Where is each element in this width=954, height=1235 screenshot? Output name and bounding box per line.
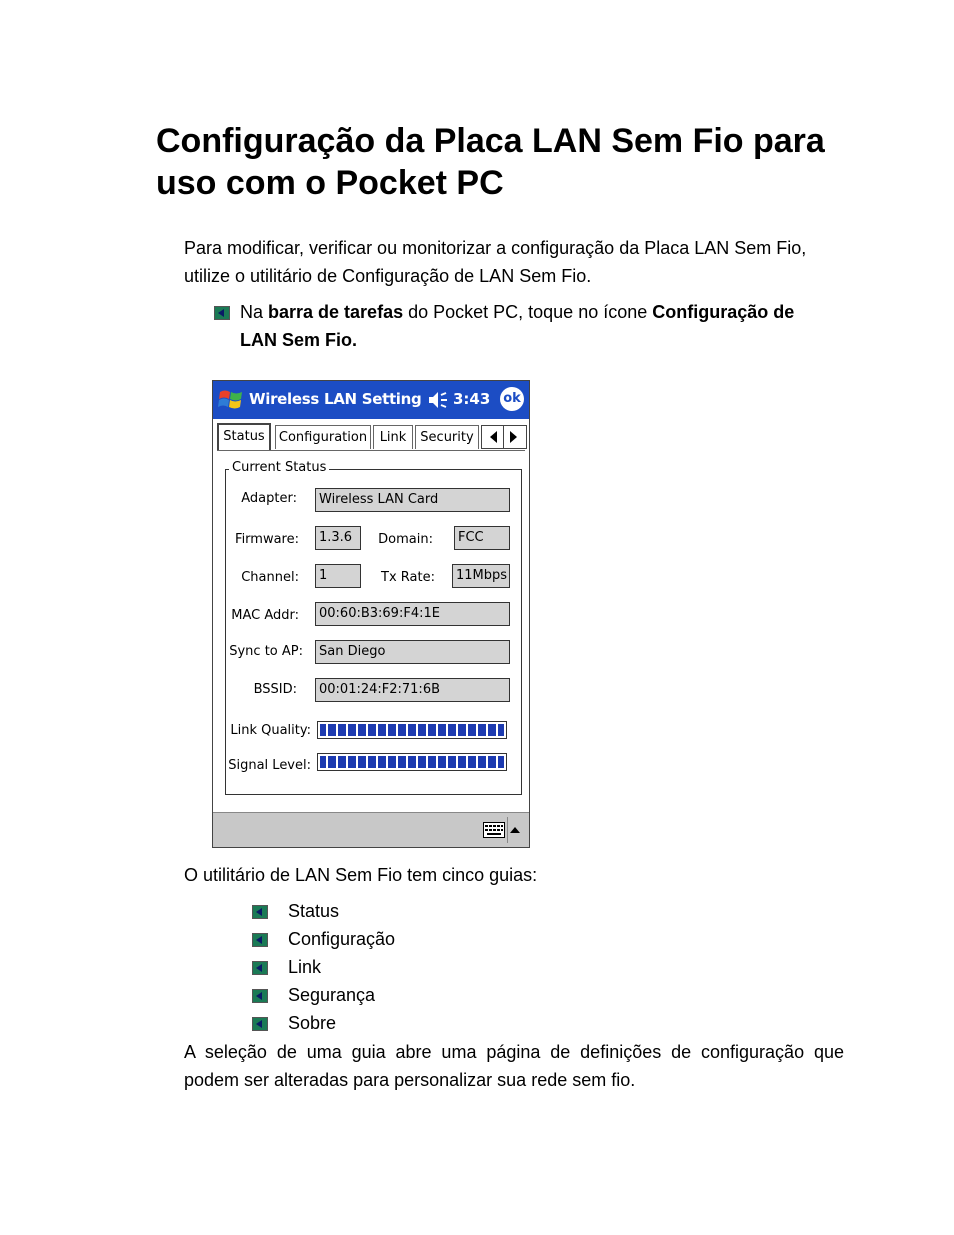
- mac-field: 00:60:B3:69:F4:1E: [315, 602, 510, 626]
- firmware-field: 1.3.6: [315, 526, 361, 550]
- step-bold-taskbar: barra de tarefas: [268, 302, 404, 322]
- channel-label: Channel:: [241, 570, 299, 585]
- adapter-label: Adapter:: [241, 491, 297, 506]
- sip-arrow-icon[interactable]: [510, 827, 520, 833]
- sync-field: San Diego: [315, 640, 510, 664]
- app-title: Wireless LAN Setting: [249, 390, 422, 408]
- keyboard-icon[interactable]: [483, 822, 505, 838]
- sync-label: Sync to AP:: [229, 644, 303, 659]
- tabs-intro: O utilitário de LAN Sem Fio tem cinco guias:: [184, 865, 538, 885]
- tab-security[interactable]: Security: [415, 425, 479, 449]
- page-title: Configuração da Placa LAN Sem Fio para uso com o Pocket PC: [156, 122, 825, 202]
- bullet-icon: [252, 989, 268, 1003]
- ok-button[interactable]: ok: [500, 387, 524, 411]
- tx-rate-label: Tx Rate:: [381, 570, 435, 585]
- clock[interactable]: 3:43: [453, 390, 491, 408]
- speaker-icon[interactable]: [427, 390, 449, 410]
- tx-rate-field: 11Mbps: [452, 564, 510, 588]
- channel-field: 1: [315, 564, 361, 588]
- bssid-field: 00:01:24:F2:71:6B: [315, 678, 510, 702]
- title-bar: [213, 381, 529, 419]
- bssid-label: BSSID:: [253, 682, 297, 697]
- signal-level-label: Signal Level:: [228, 758, 311, 773]
- step-item: [214, 298, 834, 354]
- domain-label: Domain:: [378, 532, 433, 547]
- pocketpc-screen: [212, 380, 530, 848]
- arrow-right-icon[interactable]: [510, 431, 517, 443]
- bullet-icon: [252, 905, 268, 919]
- windows-start-icon[interactable]: [217, 386, 245, 414]
- tab-status[interactable]: Status: [217, 423, 271, 451]
- firmware-label: Firmware:: [235, 532, 299, 547]
- signal-level-bar: [317, 753, 507, 771]
- bullet-icon: [214, 306, 230, 320]
- current-status-group: [225, 469, 522, 795]
- mac-label: MAC Addr:: [231, 608, 299, 623]
- tab-link[interactable]: Link: [373, 425, 413, 449]
- tab-configuration[interactable]: Configuration: [275, 425, 371, 449]
- bullet-icon: [252, 1017, 268, 1031]
- intro-paragraph: Para modificar, verificar ou monitorizar a configuração da Placa LAN Sem Fio, utilize o utilitário de Configuração de LAN Sem Fio.: [184, 238, 807, 286]
- link-quality-label: Link Quality:: [230, 723, 311, 738]
- tab-scroll-arrows[interactable]: [481, 425, 527, 449]
- step-text: Na: [240, 302, 269, 322]
- step-text: do Pocket PC, toque no ícone: [403, 302, 653, 322]
- tab-divider: [217, 450, 525, 451]
- closing-paragraph: A seleção de uma guia abre uma página de definições de configuração que podem ser alteradas para personalizar sua rede sem fio.: [184, 1042, 844, 1090]
- step-bold-config: Configuração de LAN Sem Fio.: [240, 302, 795, 350]
- group-label: Current Status: [229, 460, 329, 475]
- bottom-taskbar: [213, 812, 529, 848]
- bullet-icon: [252, 961, 268, 975]
- domain-field: FCC: [454, 526, 510, 550]
- bullet-icon: [252, 933, 268, 947]
- link-quality-bar: [317, 721, 507, 739]
- arrow-left-icon[interactable]: [490, 431, 497, 443]
- adapter-field: Wireless LAN Card: [315, 488, 510, 512]
